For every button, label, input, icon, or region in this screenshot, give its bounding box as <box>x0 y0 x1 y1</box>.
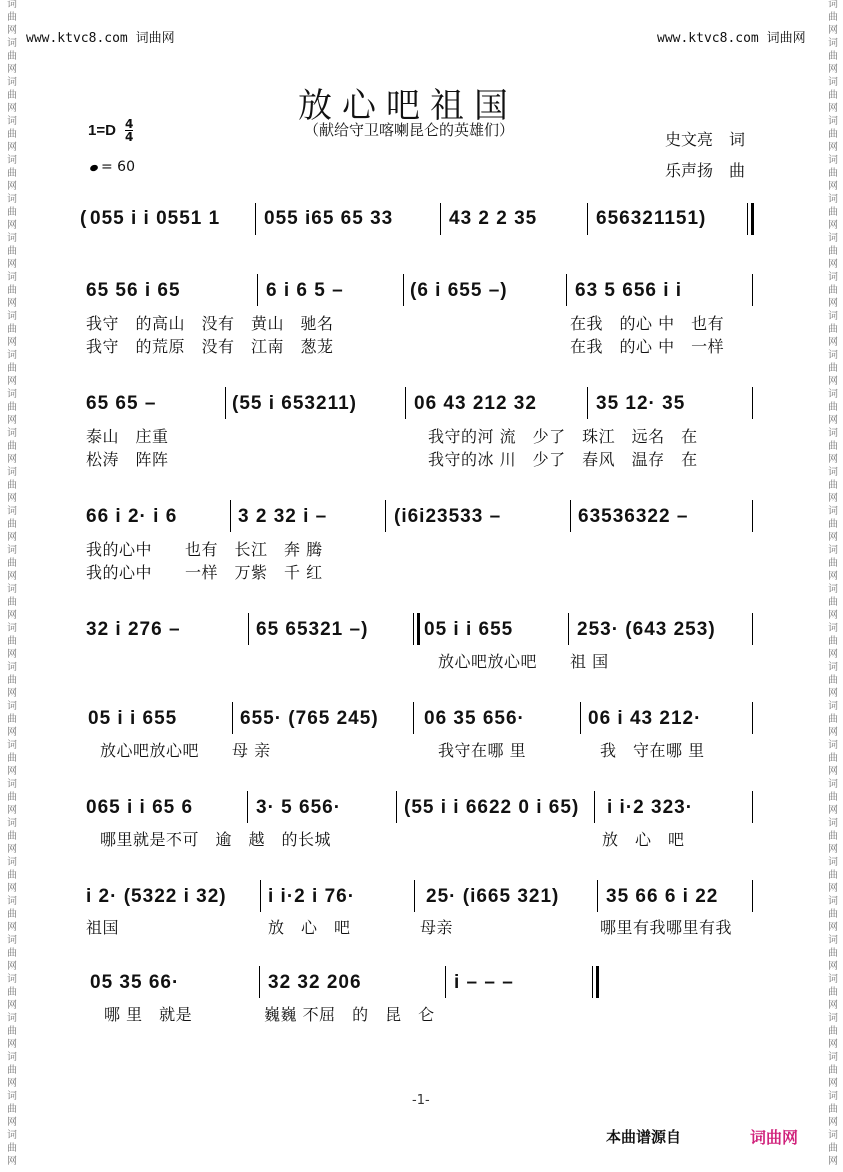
watermark-glyph: 网 <box>828 844 838 855</box>
watermark-glyph: 网 <box>7 688 17 699</box>
watermark-glyph: 曲 <box>7 90 17 101</box>
watermark-glyph: 网 <box>828 493 838 504</box>
barline <box>570 500 571 532</box>
watermark-glyph: 网 <box>828 376 838 387</box>
watermark-glyph: 词 <box>7 974 17 985</box>
watermark-glyph: 词 <box>828 584 838 595</box>
watermark-glyph: 曲 <box>7 246 17 257</box>
watermark-glyph: 网 <box>828 1000 838 1011</box>
watermark-glyph: 曲 <box>828 558 838 569</box>
key-label: 1=D <box>88 122 116 139</box>
song-subtitle: （献给守卫喀喇昆仑的英雄们） <box>304 121 515 139</box>
watermark-glyph: 曲 <box>7 558 17 569</box>
watermark-glyph: 网 <box>7 766 17 777</box>
watermark-glyph: 词 <box>828 1052 838 1063</box>
barline <box>225 387 226 419</box>
lyric-line-1: 我守在哪 里 <box>438 741 527 760</box>
watermark-glyph: 词 <box>7 467 17 478</box>
repeat-barline-thick <box>751 203 754 235</box>
lyric-line-1: 放心吧放心吧 母 亲 <box>100 741 271 760</box>
watermark-glyph: 曲 <box>828 870 838 881</box>
barline <box>440 203 441 235</box>
measure-notes: 253· (643 253) <box>577 619 716 640</box>
watermark-glyph: 词 <box>7 1130 17 1141</box>
watermark-glyph: 网 <box>7 298 17 309</box>
watermark-glyph: 曲 <box>7 441 17 452</box>
watermark-glyph: 曲 <box>828 753 838 764</box>
watermark-glyph: 曲 <box>828 90 838 101</box>
barline <box>403 274 404 306</box>
watermark-glyph: 网 <box>828 415 838 426</box>
watermark-glyph: 曲 <box>828 51 838 62</box>
tempo-value: = 60 <box>101 159 135 175</box>
watermark-glyph: 曲 <box>7 1143 17 1154</box>
watermark-glyph: 曲 <box>7 675 17 686</box>
lyric-line-2: 在我 的心 中 一样 <box>570 337 725 356</box>
watermark-glyph: 曲 <box>828 285 838 296</box>
lyric-line-1: 放心吧放心吧 祖 国 <box>438 652 609 671</box>
watermark-glyph: 曲 <box>828 1026 838 1037</box>
measure-notes: 63536322 – <box>578 506 689 527</box>
watermark-glyph: 词 <box>7 311 17 322</box>
watermark-glyph: 词 <box>7 1052 17 1063</box>
watermark-glyph: 网 <box>7 259 17 270</box>
watermark-glyph: 词 <box>7 623 17 634</box>
watermark-glyph: 词 <box>828 77 838 88</box>
watermark-glyph: 网 <box>828 1078 838 1089</box>
watermark-glyph: 网 <box>7 610 17 621</box>
watermark-glyph: 词 <box>828 428 838 439</box>
watermark-glyph: 词 <box>7 662 17 673</box>
watermark-glyph: 网 <box>828 1156 838 1167</box>
composer-credit: 乐声扬 曲 <box>665 161 746 180</box>
watermark-glyph: 网 <box>828 259 838 270</box>
watermark-glyph: 曲 <box>7 1104 17 1115</box>
watermark-glyph: 曲 <box>7 168 17 179</box>
watermark-glyph: 网 <box>828 1039 838 1050</box>
watermark-glyph: 曲 <box>828 519 838 530</box>
watermark-glyph: 网 <box>828 181 838 192</box>
barline <box>752 500 753 532</box>
watermark-glyph: 曲 <box>828 714 838 725</box>
watermark-glyph: 词 <box>7 779 17 790</box>
barline <box>232 702 233 734</box>
watermark-glyph: 网 <box>7 1039 17 1050</box>
lyric-line-2: 我守的冰 川 少了 春风 温存 在 <box>428 450 698 469</box>
watermark-glyph: 曲 <box>828 402 838 413</box>
barline <box>587 387 588 419</box>
watermark-glyph: 曲 <box>7 402 17 413</box>
watermark-glyph: 词 <box>7 1013 17 1024</box>
repeat-barline-thick <box>417 613 420 645</box>
watermark-glyph: 网 <box>7 649 17 660</box>
watermark-glyph: 词 <box>828 467 838 478</box>
measure-notes: 63 5 656 i i <box>575 280 683 301</box>
watermark-glyph: 曲 <box>7 1065 17 1076</box>
watermark-glyph: 网 <box>828 220 838 231</box>
barline <box>752 387 753 419</box>
barline <box>255 203 256 235</box>
watermark-glyph: 网 <box>828 649 838 660</box>
lyric-line-1: 我守的河 流 少了 珠江 远名 在 <box>428 427 698 446</box>
watermark-glyph: 词 <box>828 974 838 985</box>
watermark-glyph: 网 <box>828 298 838 309</box>
measure-notes: 35 12· 35 <box>596 393 686 414</box>
watermark-glyph: 曲 <box>828 675 838 686</box>
lyric-line-1: 我的心中 也有 长江 奔 腾 <box>86 540 323 559</box>
watermark-glyph: 网 <box>7 571 17 582</box>
watermark-glyph: 网 <box>7 1078 17 1089</box>
barline <box>230 500 231 532</box>
watermark-glyph: 曲 <box>828 987 838 998</box>
lyric-line-1: 母亲 <box>420 918 454 937</box>
measure-notes: 6 i 6 5 – <box>266 280 344 301</box>
watermark-glyph: 词 <box>828 1013 838 1024</box>
measure-notes: 06 i 43 212· <box>588 708 702 729</box>
watermark-glyph: 曲 <box>7 792 17 803</box>
measure-notes: i i·2 323· <box>607 797 694 818</box>
watermark-glyph: 网 <box>7 142 17 153</box>
measure-notes: 66 i 2· i 6 <box>86 506 178 527</box>
barline <box>566 274 567 306</box>
watermark-glyph: 曲 <box>7 480 17 491</box>
watermark-glyph: 词 <box>7 506 17 517</box>
watermark-glyph: 曲 <box>7 753 17 764</box>
watermark-glyph: 网 <box>828 727 838 738</box>
watermark-glyph: 曲 <box>7 831 17 842</box>
watermark-glyph: 曲 <box>828 948 838 959</box>
repeat-barline <box>747 203 748 235</box>
barline <box>752 880 753 912</box>
watermark-glyph: 词 <box>7 38 17 49</box>
watermark-glyph: 曲 <box>828 831 838 842</box>
watermark-glyph: 词 <box>828 506 838 517</box>
lyric-line-1: 我 守在哪 里 <box>600 741 705 760</box>
lyric-line-2: 我的心中 一样 万紫 千 红 <box>86 563 323 582</box>
barline <box>260 880 261 912</box>
lyric-line-1: 在我 的心 中 也有 <box>570 314 725 333</box>
watermark-glyph: 词 <box>7 896 17 907</box>
watermark-glyph: 词 <box>7 389 17 400</box>
watermark-glyph: 词 <box>828 623 838 634</box>
watermark-glyph: 词 <box>828 155 838 166</box>
watermark-glyph: 词 <box>828 0 838 10</box>
measure-notes: i i·2 i 76· <box>268 886 356 907</box>
watermark-glyph: 曲 <box>828 207 838 218</box>
watermark-glyph: 词 <box>7 155 17 166</box>
watermark-glyph: 词 <box>7 935 17 946</box>
watermark-glyph: 词 <box>828 272 838 283</box>
barline <box>259 966 260 998</box>
source-label: 本曲谱源自 <box>606 1128 682 1146</box>
watermark-glyph: 词 <box>828 818 838 829</box>
barline <box>597 880 598 912</box>
watermark-glyph: 曲 <box>828 12 838 23</box>
watermark-glyph: 网 <box>7 103 17 114</box>
watermark-glyph: 词 <box>7 1091 17 1102</box>
watermark-glyph: 词 <box>7 857 17 868</box>
watermark-glyph: 词 <box>828 389 838 400</box>
barline <box>752 702 753 734</box>
watermark-glyph: 网 <box>828 961 838 972</box>
watermark-glyph: 网 <box>828 337 838 348</box>
watermark-glyph: 词 <box>7 77 17 88</box>
watermark-glyph: 网 <box>7 337 17 348</box>
watermark-glyph: 曲 <box>7 324 17 335</box>
measure-notes: 65 65 – <box>86 393 157 414</box>
barline <box>445 966 446 998</box>
barline <box>568 613 569 645</box>
lyric-line-1: 哪里就是不可 逾 越 的长城 <box>100 830 332 849</box>
key-signature <box>88 118 133 143</box>
watermark-glyph: 词 <box>828 1130 838 1141</box>
watermark-glyph: 网 <box>828 805 838 816</box>
watermark-glyph: 词 <box>828 896 838 907</box>
measure-notes: (i6i23533 – <box>394 506 502 527</box>
watermark-glyph: 词 <box>828 1091 838 1102</box>
barline <box>247 791 248 823</box>
watermark-glyph: 网 <box>7 883 17 894</box>
measure-notes: 656321151) <box>596 208 707 229</box>
measure-notes: 32 32 206 <box>268 972 362 993</box>
time-signature <box>125 118 133 143</box>
watermark-glyph: 曲 <box>7 519 17 530</box>
watermark-glyph: 曲 <box>828 1104 838 1115</box>
watermark-glyph: 曲 <box>7 909 17 920</box>
measure-notes: 25· (i665 321) <box>426 886 560 907</box>
watermark-glyph: 词 <box>828 545 838 556</box>
measure-notes: (55 i 653211) <box>232 393 357 414</box>
barline <box>405 387 406 419</box>
watermark-glyph: 曲 <box>828 1065 838 1076</box>
watermark-glyph: 网 <box>7 25 17 36</box>
barline <box>580 702 581 734</box>
barline <box>414 880 415 912</box>
measure-notes: 055 i i 0551 1 <box>90 208 221 229</box>
lyric-line-1: 祖国 <box>86 918 120 937</box>
lyric-line-2: 我守 的荒原 没有 江南 葱茏 <box>86 337 334 356</box>
barline <box>385 500 386 532</box>
measure-notes: ( <box>80 208 88 229</box>
lyric-line-2: 松涛 阵阵 <box>86 450 169 469</box>
watermark-glyph: 网 <box>7 1117 17 1128</box>
watermark-glyph: 网 <box>7 727 17 738</box>
watermark-glyph: 词 <box>828 311 838 322</box>
song-title: 放心吧祖国 <box>298 86 518 126</box>
watermark-glyph: 曲 <box>7 987 17 998</box>
watermark-glyph: 曲 <box>828 129 838 140</box>
watermark-glyph: 曲 <box>7 51 17 62</box>
watermark-glyph: 词 <box>828 701 838 712</box>
measure-notes: (55 i i 6622 0 i 65) <box>404 797 580 818</box>
watermark-glyph: 词 <box>7 818 17 829</box>
watermark-glyph: 网 <box>828 532 838 543</box>
time-signature-bottom: 4 <box>125 130 134 144</box>
measure-notes: 65 56 i 65 <box>86 280 181 301</box>
watermark-glyph: 词 <box>7 428 17 439</box>
watermark-glyph: 词 <box>828 935 838 946</box>
measure-notes: 3 2 32 i – <box>238 506 328 527</box>
measure-notes: 3· 5 656· <box>256 797 342 818</box>
watermark-glyph: 曲 <box>828 792 838 803</box>
watermark-glyph: 词 <box>7 116 17 127</box>
watermark-glyph: 网 <box>7 181 17 192</box>
watermark-glyph: 曲 <box>7 129 17 140</box>
watermark-glyph: 词 <box>7 272 17 283</box>
watermark-glyph: 网 <box>828 25 838 36</box>
watermark-glyph: 曲 <box>828 909 838 920</box>
measure-notes: 65 65321 –) <box>256 619 369 640</box>
watermark-glyph: 曲 <box>828 324 838 335</box>
watermark-glyph: 词 <box>7 233 17 244</box>
barline <box>752 613 753 645</box>
watermark-glyph: 网 <box>7 1000 17 1011</box>
watermark-glyph: 曲 <box>7 207 17 218</box>
measure-notes: 05 35 66· <box>90 972 180 993</box>
lyric-line-1: 我守 的高山 没有 黄山 驰名 <box>86 314 334 333</box>
lyric-line-1: 巍巍 不屈 的 昆 仑 <box>264 1005 435 1024</box>
watermark-glyph: 曲 <box>7 363 17 374</box>
watermark-glyph: 网 <box>828 142 838 153</box>
header-url-right[interactable]: www.ktvc8.com 词曲网 <box>657 31 806 46</box>
watermark-glyph: 词 <box>7 545 17 556</box>
measure-notes: 35 66 6 i 22 <box>606 886 719 907</box>
watermark-glyph: 网 <box>7 922 17 933</box>
lyricist-credit: 史文亮 词 <box>665 130 746 149</box>
measure-notes: 43 2 2 35 <box>449 208 538 229</box>
watermark-glyph: 曲 <box>828 168 838 179</box>
watermark-glyph: 网 <box>7 805 17 816</box>
measure-notes: 06 43 212 32 <box>414 393 537 414</box>
watermark-glyph: 网 <box>7 961 17 972</box>
watermark-glyph: 网 <box>7 493 17 504</box>
watermark-glyph: 词 <box>828 740 838 751</box>
barline <box>413 702 414 734</box>
barline <box>594 791 595 823</box>
watermark-glyph: 网 <box>828 103 838 114</box>
watermark-glyph: 曲 <box>828 363 838 374</box>
lyric-line-1: 哪里有我哪里有我 <box>600 918 733 937</box>
measure-notes: 05 i i 655 <box>424 619 514 640</box>
watermark-glyph: 网 <box>7 454 17 465</box>
watermark-glyph: 网 <box>828 688 838 699</box>
tempo-marking <box>90 159 135 175</box>
watermark-glyph: 网 <box>828 766 838 777</box>
watermark-glyph: 网 <box>828 610 838 621</box>
repeat-barline <box>413 613 414 645</box>
watermark-glyph: 网 <box>7 220 17 231</box>
watermark-glyph: 词 <box>828 779 838 790</box>
measure-notes: 06 35 656· <box>424 708 525 729</box>
watermark-glyph: 词 <box>828 857 838 868</box>
watermark-glyph: 词 <box>7 740 17 751</box>
watermark-glyph: 网 <box>828 883 838 894</box>
watermark-glyph: 网 <box>828 571 838 582</box>
measure-notes: i – – – <box>454 972 514 993</box>
watermark-glyph: 网 <box>828 1117 838 1128</box>
watermark-glyph: 曲 <box>7 597 17 608</box>
watermark-glyph: 曲 <box>828 441 838 452</box>
brand-link[interactable]: 词曲网 <box>750 1128 799 1147</box>
barline <box>752 274 753 306</box>
measure-notes: 065 i i 65 6 <box>86 797 194 818</box>
measure-notes: 32 i 276 – <box>86 619 181 640</box>
final-barline <box>592 966 593 998</box>
watermark-glyph: 词 <box>828 116 838 127</box>
watermark-glyph: 网 <box>7 844 17 855</box>
watermark-glyph: 曲 <box>7 948 17 959</box>
page-number: -1- <box>412 1093 430 1108</box>
quarter-note-icon <box>89 164 99 172</box>
lyric-line-1: 放 心 吧 <box>268 918 351 937</box>
watermark-glyph: 曲 <box>828 480 838 491</box>
watermark-glyph: 词 <box>828 662 838 673</box>
measure-notes: 05 i i 655 <box>88 708 178 729</box>
watermark-glyph: 网 <box>828 454 838 465</box>
barline <box>752 791 753 823</box>
watermark-glyph: 曲 <box>7 870 17 881</box>
watermark-glyph: 网 <box>7 376 17 387</box>
watermark-glyph: 词 <box>7 584 17 595</box>
left-watermark-strip <box>4 0 20 1172</box>
watermark-glyph: 词 <box>828 350 838 361</box>
watermark-glyph: 词 <box>828 233 838 244</box>
watermark-glyph: 曲 <box>7 1026 17 1037</box>
barline <box>587 203 588 235</box>
lyric-line-1: 哪 里 就是 <box>104 1005 193 1024</box>
watermark-glyph: 词 <box>7 194 17 205</box>
watermark-glyph: 网 <box>828 922 838 933</box>
measure-notes: 055 i65 65 33 <box>264 208 394 229</box>
barline <box>248 613 249 645</box>
final-barline-thick <box>596 966 599 998</box>
time-signature-top: 4 <box>125 117 134 131</box>
watermark-glyph: 曲 <box>828 636 838 647</box>
watermark-glyph: 曲 <box>828 1143 838 1154</box>
barline <box>257 274 258 306</box>
watermark-glyph: 词 <box>7 701 17 712</box>
header-url-left[interactable]: www.ktvc8.com 词曲网 <box>26 31 175 46</box>
measure-notes: (6 i 655 –) <box>410 280 508 301</box>
watermark-glyph: 曲 <box>7 714 17 725</box>
watermark-glyph: 词 <box>7 350 17 361</box>
lyric-line-1: 泰山 庄重 <box>86 427 169 446</box>
watermark-glyph: 网 <box>7 1156 17 1167</box>
watermark-glyph: 曲 <box>828 597 838 608</box>
watermark-glyph: 网 <box>7 415 17 426</box>
watermark-glyph: 词 <box>7 0 17 10</box>
right-watermark-strip <box>825 0 841 1172</box>
lyric-line-1: 放 心 吧 <box>602 830 685 849</box>
watermark-glyph: 曲 <box>7 636 17 647</box>
barline <box>396 791 397 823</box>
watermark-glyph: 曲 <box>828 246 838 257</box>
watermark-glyph: 曲 <box>7 285 17 296</box>
watermark-glyph: 曲 <box>7 12 17 23</box>
measure-notes: 655· (765 245) <box>240 708 379 729</box>
watermark-glyph: 网 <box>828 64 838 75</box>
watermark-glyph: 词 <box>828 194 838 205</box>
measure-notes: i 2· (5322 i 32) <box>86 886 227 907</box>
watermark-glyph: 网 <box>7 532 17 543</box>
watermark-glyph: 网 <box>7 64 17 75</box>
watermark-glyph: 词 <box>828 38 838 49</box>
